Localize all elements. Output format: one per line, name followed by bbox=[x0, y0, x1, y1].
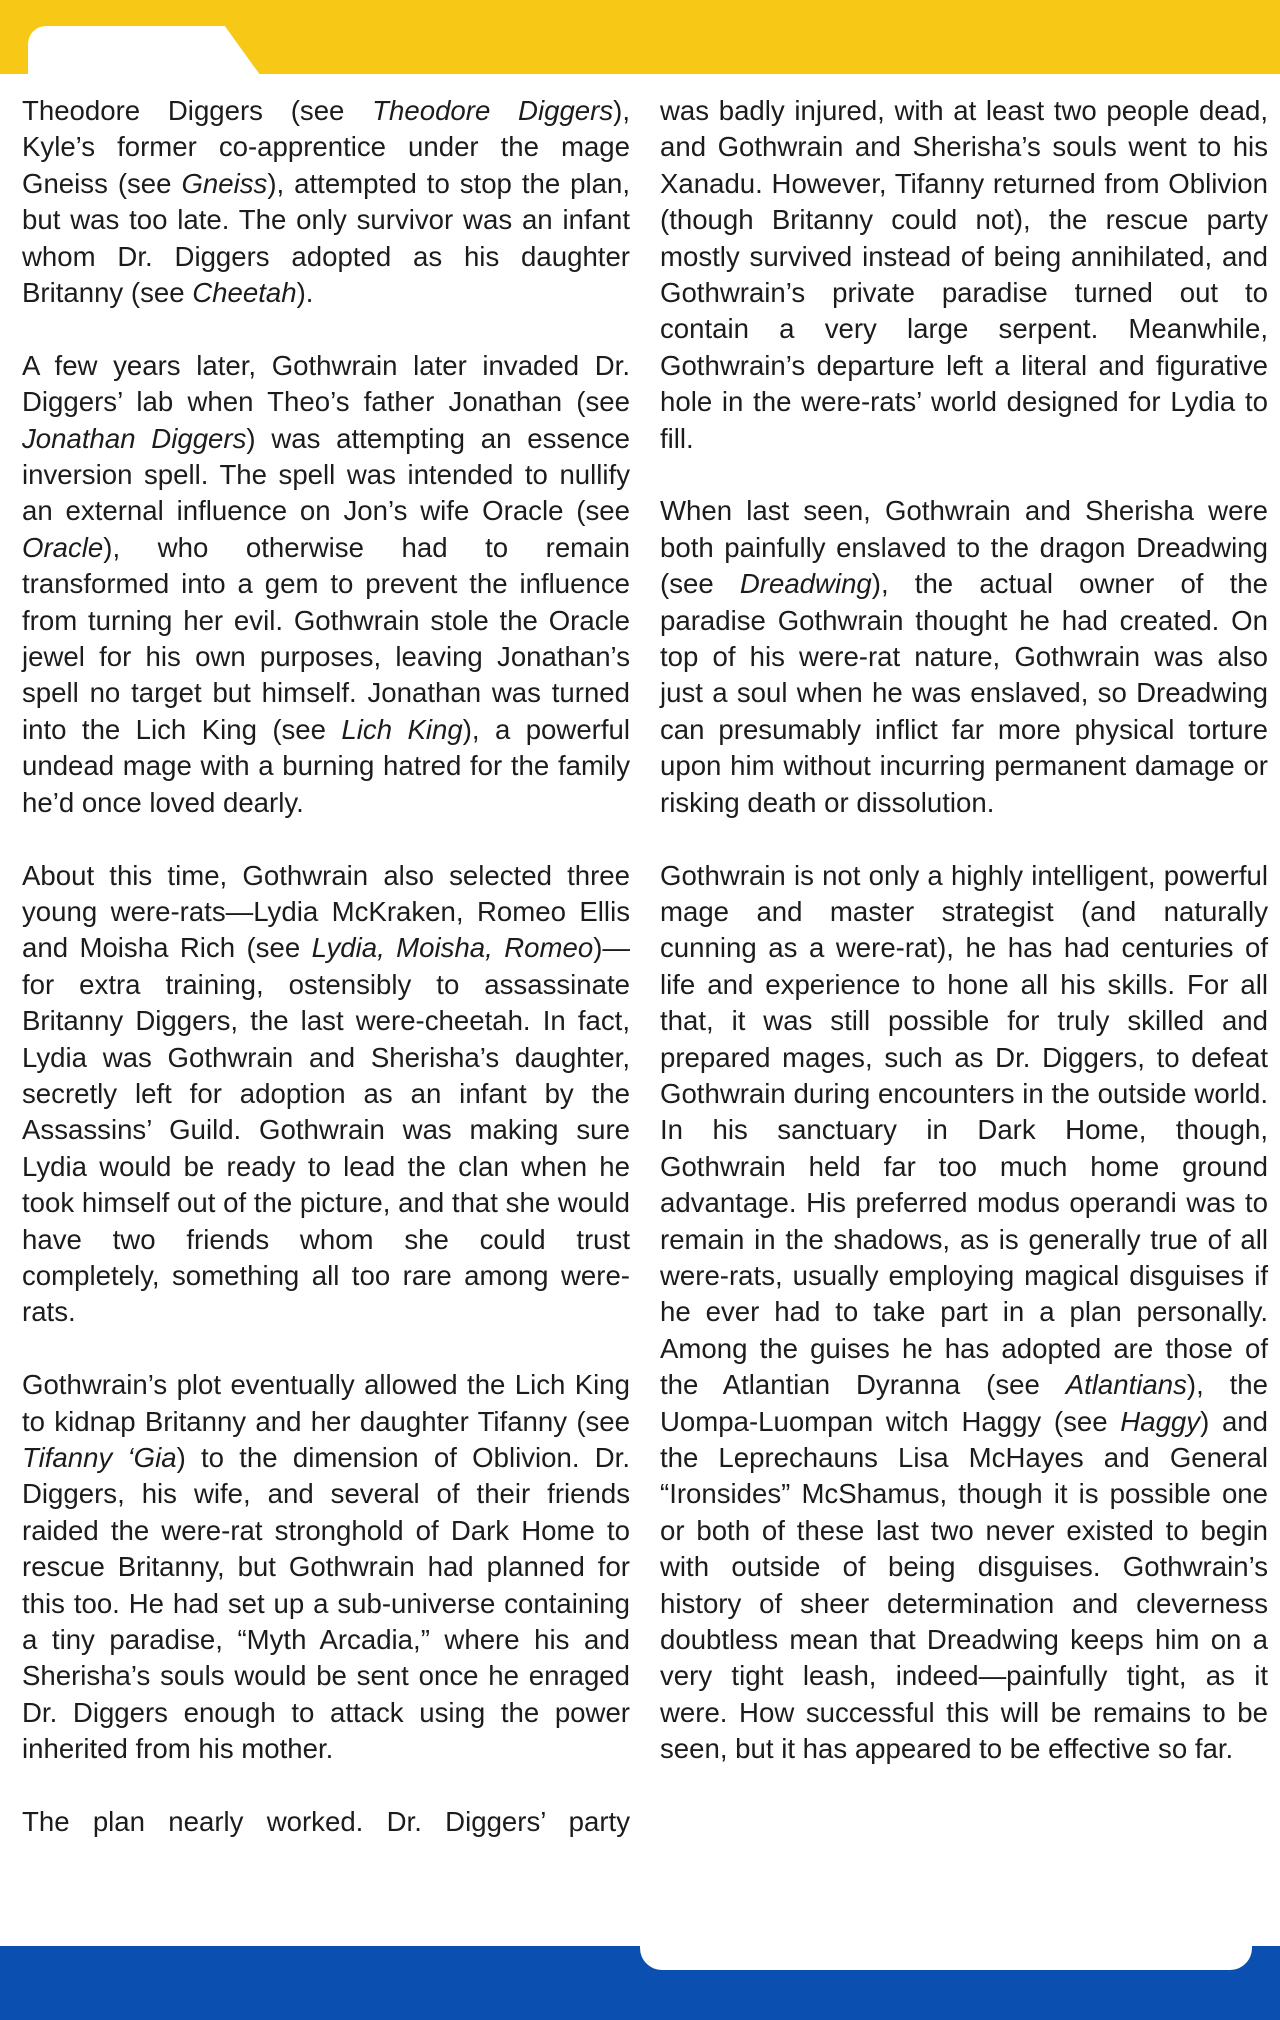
bottom-white-tab bbox=[640, 1930, 1252, 1970]
paragraph-theodore: Theodore Diggers (see Theodore Diggers), Kyle’s former co-apprentice under the mage Gneiss (see Gneiss), attempted to stop the plan, but was too late. The only survivor was an infant whom Dr. Diggers adopted as his daughter Britanny (see Cheetah). bbox=[22, 95, 630, 309]
paragraph-enslaved: When last seen, Gothwrain and Sherisha were both painfully enslaved to the dragon Dreadwing (see Dreadwing), the actual owner of the paradise Gothwrain thought he had created. On top of his were-rat nature, Gothwrain was also just a soul when he was enslaved, so Dreadwing can presumably inflict far more physical torture upon him without incurring permanent damage or risking death or dissolution. bbox=[660, 495, 1268, 818]
paragraph-plan-continued: was badly injured, with at least two people dead, and Gothwrain and Sherisha’s souls went to his Xanadu. However, Tifanny returned from Oblivion (though Britanny could not), the rescue party mostly survived instead of being annihilated, and Gothwrain’s private paradise turned out to contain a very large serpent. Meanwhile, Gothwrain’s departure left a literal and figurative hole in the were-rats’ world designed for Lydia to fill. bbox=[660, 95, 1268, 454]
paragraph-lab-invasion: A few years later, Gothwrain later invaded Dr. Diggers’ lab when Theo’s father Jonathan (see Jonathan Diggers) was attempting an essence inversion spell. The spell was intended to nullify an external influence on Jon’s wife Oracle (see Oracle), who otherwise had to remain transformed into a gem to prevent the influence from turning her evil. Gothwrain stole the Oracle jewel for his own purposes, leaving Jonathan’s spell no target but himself. Jonathan was turned into the Lich King (see Lich King), a powerful undead mage with a burning hatred for the family he’d once loved dearly. bbox=[22, 349, 631, 818]
paragraph-plan-start: The plan nearly worked. Dr. Diggers’ party bbox=[22, 1806, 630, 1838]
paragraph-were-rats: About this time, Gothwrain also selected three young were-rats—Lydia McKraken, Romeo Ellis and Moisha Rich (see Lydia, Moisha, Romeo)—for extra training, ostensibly to assassinate Britanny Diggers, the last were-cheetah. In fact, Lydia was Gothwrain and Sherisha’s daughter, secretly left for adoption as an infant by the Assassins’ Guild. Gothwrain was making sure Lydia would be ready to lead the clan when he took himself out of the picture, and that she would have two friends whom she could trust completely, something all too rare among were-rats. bbox=[22, 859, 630, 1328]
right-column bbox=[660, 93, 1268, 1768]
paragraph-abilities: Gothwrain is not only a highly intelligent, powerful mage and master strategist (and naturally cunning as a were-rat), he has had centuries of life and experience to hone all his skills. For all that, it was still possible for truly skilled and prepared mages, such as Dr. Diggers, to defeat Gothwrain during encounters in the outside world. In his sanctuary in Dark Home, though, Gothwrain held far too much home ground advantage. His preferred modus operandi was to remain in the shadows, as is generally true of all were-rats, usually employing magical disguises if he ever had to take part in a plan personally. Among the guises he has adopted are those of the Atlantian Dyranna (see Atlantians), the Uompa-Luompan witch Haggy (see Haggy) and the Leprechauns Lisa McHayes and General “Ironsides” McShamus, though it is possible one or both of these last two never existed to begin with outside of being disguises. Gothwrain’s history of sheer determination and cleverness doubtless mean that Dreadwing keeps him on a very tight leash, indeed—painfully tight, as it were. How successful this will be remains to be seen, but it has appeared to be effective so far. bbox=[660, 859, 1268, 1765]
paragraph-plot: Gothwrain’s plot eventually allowed the Lich King to kidnap Britanny and her daughter Tifanny (see Tifanny ‘Gia) to the dimension of Oblivion. Dr. Diggers, his wife, and several of their friends raided the were-rat stronghold of Dark Home to rescue Britanny, but Gothwrain had planned for this too. He had set up a sub-universe containing a tiny paradise, “Myth Arcadia,” where his and Sherisha’s souls would be sent once he enraged Dr. Diggers enough to attack using the power inherited from his mother. bbox=[22, 1369, 630, 1765]
left-column bbox=[22, 93, 630, 1840]
